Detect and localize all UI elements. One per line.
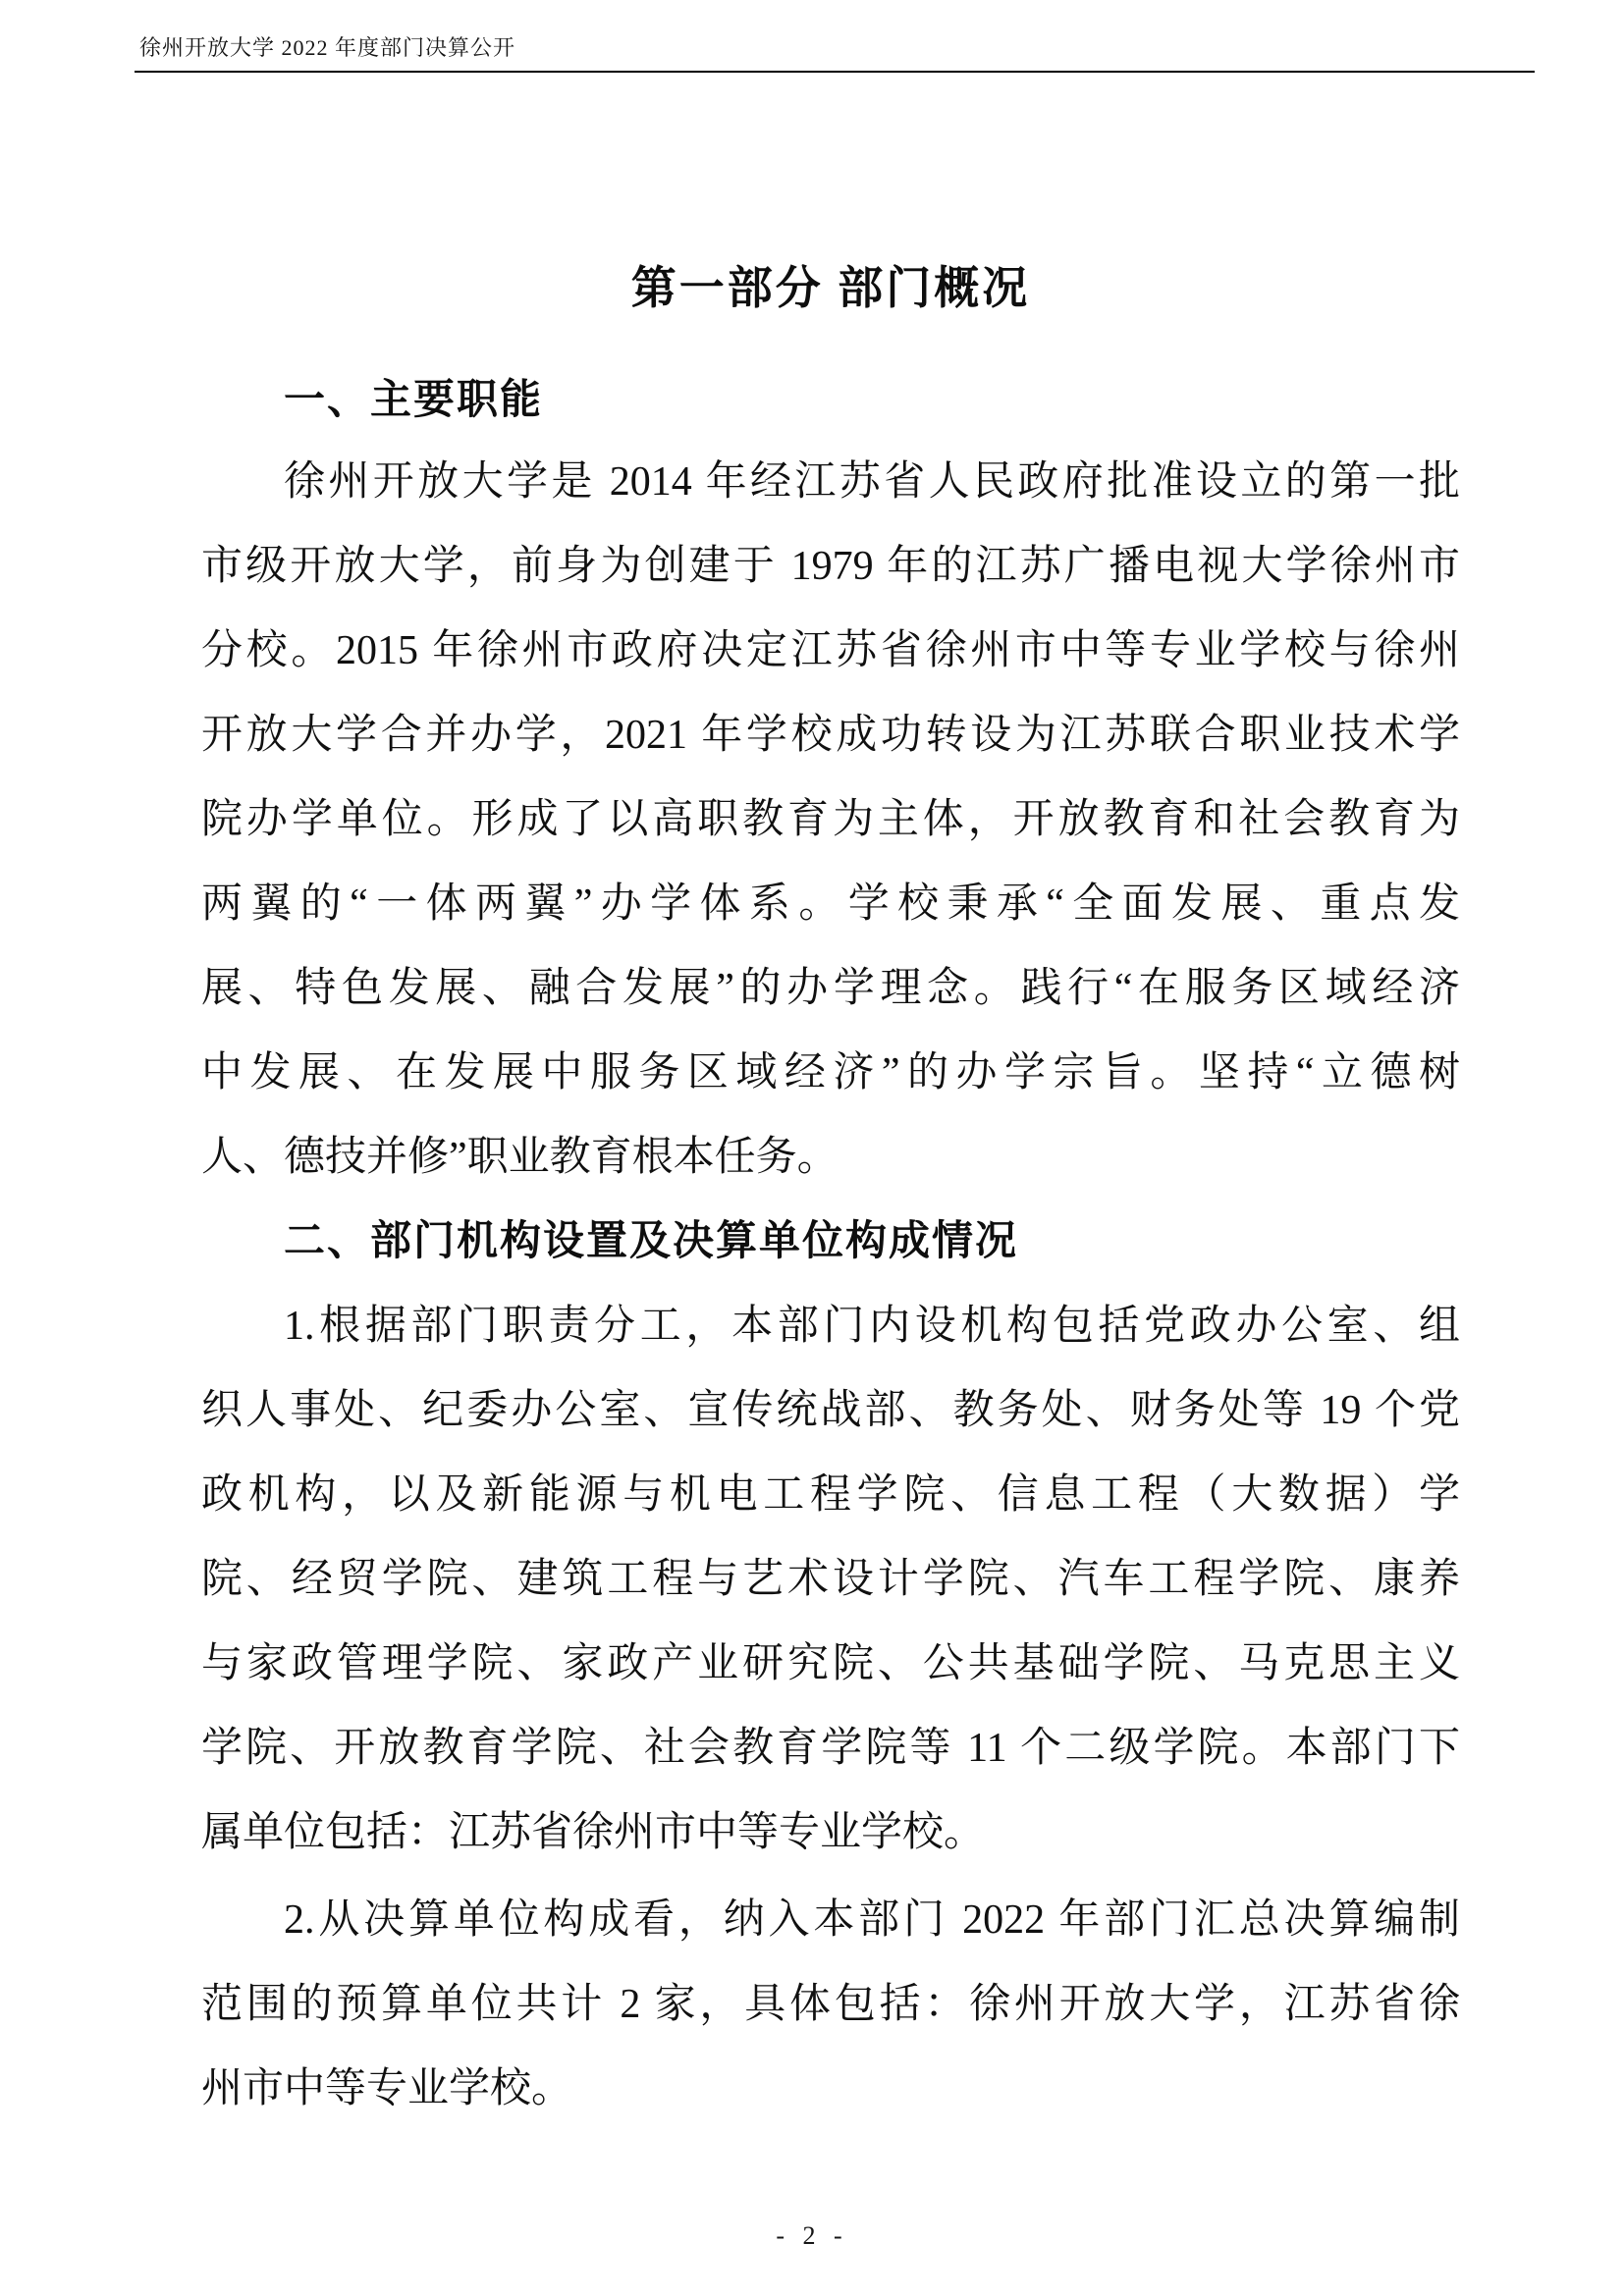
text-line: 范围的预算单位共计 2 家，具体包括：徐州开放大学，江苏省徐 [201, 1982, 1460, 2027]
text-line: 徐州开放大学是 2014 年经江苏省人民政府批准设立的第一批 [284, 459, 1460, 505]
page-header-text: 徐州开放大学 2022 年度部门决算公开 [139, 35, 516, 60]
text-line: 1.根据部门职责分工，本部门内设机构包括党政办公室、组 [284, 1304, 1460, 1349]
paragraph-main-functions [201, 440, 1460, 1200]
text-line: 开放大学合并办学，2021 年学校成功转设为江苏联合职业技术学 [201, 713, 1460, 758]
text-line: 院、经贸学院、建筑工程与艺术设计学院、汽车工程学院、康养 [201, 1557, 1460, 1602]
text-line: 属单位包括：江苏省徐州市中等专业学校。 [201, 1810, 986, 1855]
text-line: 分校。2015 年徐州市政府决定江苏省徐州市中等专业学校与徐州 [201, 628, 1460, 673]
text-line: 中发展、在发展中服务区域经济”的办学宗旨。坚持“立德树 [201, 1050, 1460, 1095]
text-line: 市级开放大学，前身为创建于 1979 年的江苏广播电视大学徐州市 [201, 544, 1460, 589]
text-line: 展、特色发展、融合发展”的办学理念。践行“在服务区域经济 [201, 966, 1460, 1011]
paragraph-org-structure-2 [201, 1878, 1460, 2131]
text-line: 院办学单位。形成了以高职教育为主体，开放教育和社会教育为 [201, 797, 1460, 842]
text-line: 两翼的“一体两翼”办学体系。学校秉承“全面发展、重点发 [201, 881, 1460, 927]
page-number: - 2 - [776, 2221, 848, 2250]
text-line: 学院、开放教育学院、社会教育学院等 11 个二级学院。本部门下 [201, 1726, 1460, 1771]
text-line: 人、德技并修”职业教育根本任务。 [201, 1135, 839, 1180]
section-heading-org-structure: 二、部门机构设置及决算单位构成情况 [284, 1217, 1019, 1263]
text-line: 2.从决算单位构成看，纳入本部门 2022 年部门汇总决算编制 [284, 1897, 1460, 1943]
paragraph-org-structure-1 [201, 1284, 1460, 1875]
text-line: 政机构，以及新能源与机电工程学院、信息工程（大数据）学 [201, 1472, 1460, 1518]
document-title: 第一部分 部门概况 [630, 263, 1031, 313]
text-line: 与家政管理学院、家政产业研究院、公共基础学院、马克思主义 [201, 1641, 1460, 1686]
text-line: 州市中等专业学校。 [201, 2066, 573, 2111]
text-line: 织人事处、纪委办公室、宣传统战部、教务处、财务处等 19 个党 [201, 1388, 1460, 1433]
header-divider-line [135, 71, 1535, 73]
section-heading-main-functions: 一、主要职能 [284, 376, 544, 422]
